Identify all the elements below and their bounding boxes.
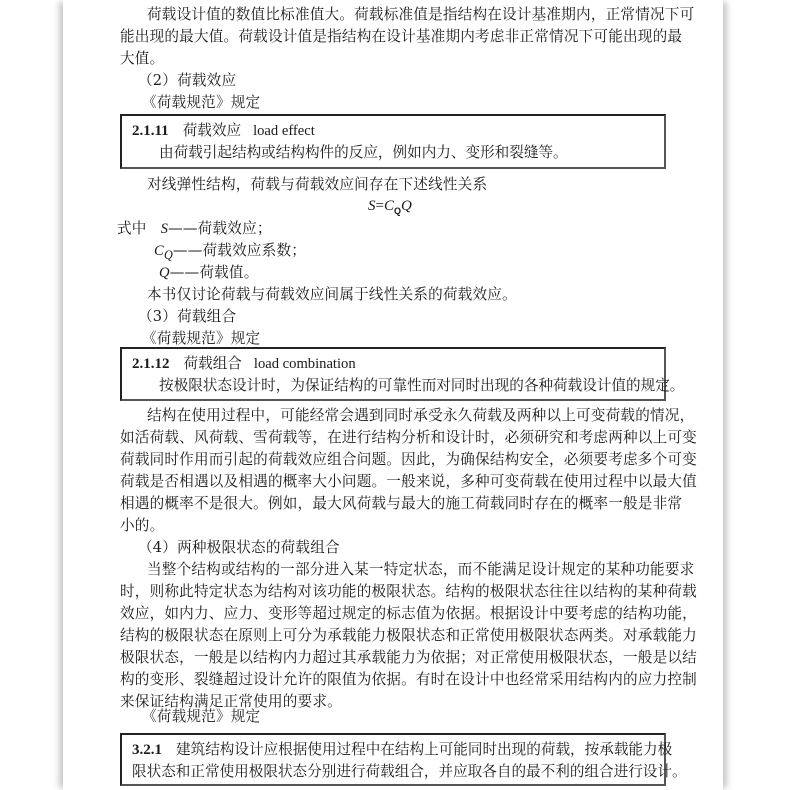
clause-heading	[132, 120, 315, 142]
paragraph-line: 构的变形、裂缝超过设计允许的限值为依据。有时在设计中也经常采用结构内的应力控制	[120, 671, 697, 688]
clause-term-cn: 荷载组合	[183, 355, 242, 372]
section-heading: （3）荷载组合	[138, 308, 237, 325]
spec-reference: 《荷载规范》规定	[142, 708, 261, 725]
where-item	[159, 262, 719, 284]
where-symbol-sub: Q	[163, 247, 173, 262]
paragraph-line: 能出现的最大值。荷载设计值是指结构在设计基准期内考虑非正常情况下可能出现的最	[120, 28, 683, 45]
where-symbol: Q	[159, 265, 170, 281]
paragraph-line: 大值。	[120, 50, 165, 67]
where-item	[117, 218, 677, 240]
paragraph-line: 荷载是否相遇以及相遇的概率大小问题。一般来说，多种可变荷载在使用过程中以最大值	[120, 473, 697, 490]
clause-code: 3.2.1	[132, 742, 162, 758]
clause-term-cn: 荷载效应	[182, 122, 242, 139]
clause-code: 2.1.11	[132, 123, 169, 139]
clause-term-en: load effect	[253, 123, 315, 139]
clause-term-en: load combination	[253, 356, 356, 372]
paragraph-line: 结构在使用过程中，可能经常会遇到同时承受永久荷载及两种以上可变荷载的情况，	[147, 407, 695, 424]
paragraph-line: 结构的极限状态在原则上可分为承载能力极限状态和正常使用极限状态两类。对承载能力	[120, 627, 697, 644]
spec-clause-box	[120, 114, 666, 169]
formula-coef: C	[383, 198, 394, 214]
spec-reference: 《荷载规范》规定	[142, 94, 261, 111]
formula-eq: =	[375, 198, 384, 214]
clause-code: 2.1.12	[132, 356, 170, 372]
section-heading: （2）荷载效应	[138, 72, 237, 89]
paragraph-line: 时，则称此特定状态为结构对该功能的极限状态。结构的极限状态往往以结构的某种荷载	[120, 583, 697, 600]
formula-var: Q	[401, 198, 412, 214]
section-heading: （4）两种极限状态的荷载组合	[138, 539, 340, 556]
paragraph-line: 来保证结构满足正常使用的要求。	[120, 693, 342, 710]
paragraph-line: 对线弹性结构，荷载与荷载效应间存在下述线性关系	[147, 176, 488, 193]
paragraph-line: 本书仅讨论荷载与荷载效应间属于线性关系的荷载效应。	[147, 286, 517, 303]
clause-text: 建筑结构设计应根据使用过程中在结构上可能同时出现的荷载，按承载能力极	[176, 741, 673, 758]
spec-clause-box	[120, 347, 685, 401]
paragraph-line: 极限状态，一般是以结构内力超过其承载能力为依据；对正常使用极限状态，一般是以结	[120, 649, 697, 666]
clause-definition: 由荷载引起结构或结构构件的反应，例如内力、变形和裂缝等。	[159, 144, 568, 161]
paragraph-line: 荷载设计值的数值比标准值大。荷载标准值是指结构在设计基准期内，正常情况下可	[147, 6, 695, 23]
paragraph-line: 当整个结构或结构的一部分进入某一特定状态，而不能满足设计规定的某种功能要求	[147, 561, 695, 578]
where-desc: ——荷载效应系数；	[172, 242, 307, 259]
paragraph-line: 相遇的概率不是很大。例如，最大风荷载与最大的施工荷载同时存在的概率一般是非常	[120, 495, 683, 512]
where-desc: ——荷载值。	[169, 264, 259, 281]
paragraph-line: 如活荷载、风荷载、雪荷载等，在进行结构分析和设计时，必须研究和考虑两种以上可变	[120, 429, 697, 446]
clause-definition: 按极限状态设计时，为保证结构的可靠性而对同时出现的各种荷载设计值的规定。	[159, 377, 685, 394]
paragraph-line: 荷载同时作用而引起的荷载效应组合问题。因此，为确保结构安全，必须要考虑多个可变	[120, 451, 697, 468]
paragraph-line: 小的。	[120, 517, 165, 534]
where-symbol: C	[154, 243, 164, 259]
spec-reference: 《荷载规范》规定	[142, 330, 261, 347]
clause-line	[132, 739, 672, 761]
formula-coef-sub: Q	[393, 206, 401, 216]
where-desc: ——荷载效应；	[168, 220, 272, 237]
spec-clause-box	[120, 733, 687, 786]
formula-lhs: S	[368, 198, 376, 214]
clause-heading	[132, 353, 356, 375]
where-label: 式中	[117, 220, 147, 237]
paragraph-line: 效应，如内力、应力、变形等超过规定的标志值为依据。根据设计中要考虑的结构功能，	[120, 605, 697, 622]
clause-text: 限状态和正常使用极限状态分别进行荷载组合，并应取各自的最不利的组合进行设计。	[132, 763, 687, 780]
where-symbol: S	[160, 221, 169, 237]
